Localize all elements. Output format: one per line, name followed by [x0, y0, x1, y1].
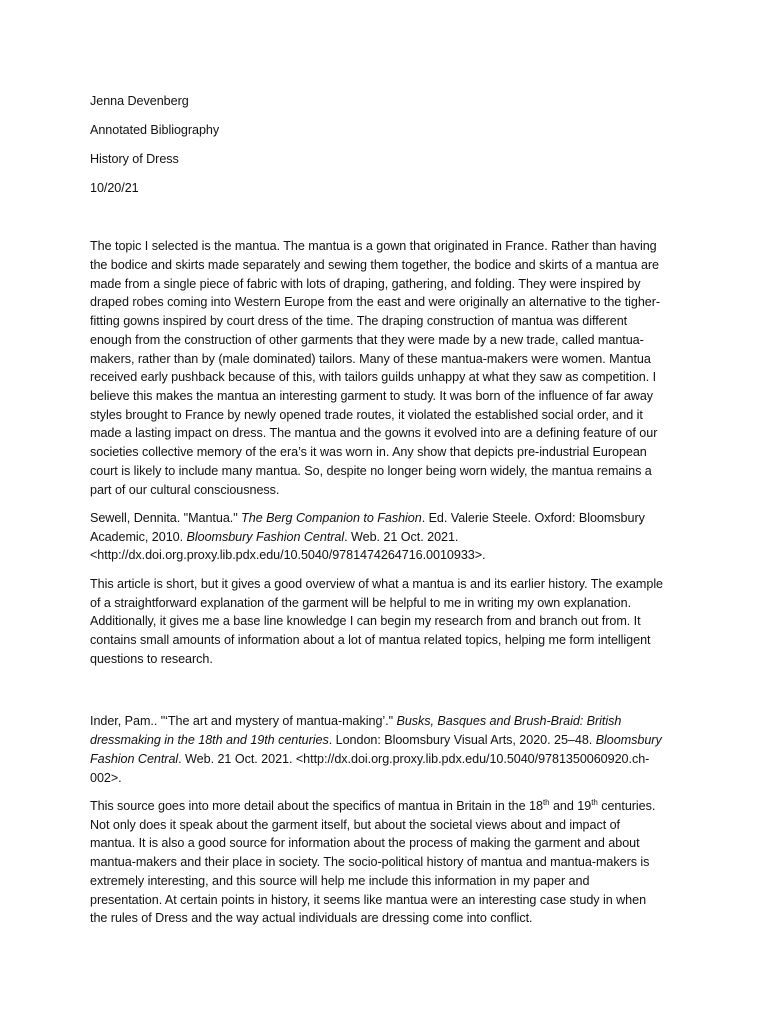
citation-line [90, 528, 682, 547]
intro-line: received early pushback because of this, with tailors guilds unhappy at what they saw as competition. I [90, 370, 657, 385]
annotation-line: presentation. At certain points in history, it seems like mantua were an interesting case study in when [90, 892, 647, 907]
citation-url: <http://dx.doi.org.proxy.lib.pdx.edu/10.5040/9781474264716.0010933>. [90, 548, 486, 563]
citation-text: Sewell, Dennita. "Mantua." [90, 511, 242, 526]
ordinal-suffix: th [591, 797, 598, 807]
citation-text: . London: Bloomsbury Visual Arts, 2020. 25–48. [328, 733, 596, 748]
citation-line [90, 750, 682, 769]
intro-line: part of our cultural consciousness. [90, 482, 280, 497]
citation-database: Fashion Central [90, 751, 179, 766]
annotation-sewell [90, 575, 682, 669]
annotation-line: of a straightforward explanation of the garment will be helpful to me in writing my own explanation. [90, 595, 632, 610]
intro-line: makers, rather than by (male dominated) tailors. Many of these mantua-makers were women. Mantua [90, 351, 651, 366]
citation-line [90, 731, 682, 750]
annotation-line: This article is short, but it gives a good overview of what a mantua is and its earlier history. The example [90, 576, 664, 591]
citation-text: . Web. 21 Oct. 2021. <http://dx.doi.org.proxy.lib.pdx.edu/10.5040/9781350060920.ch- [178, 751, 650, 766]
annotation-text: centuries. [597, 799, 656, 814]
citation-title: The Berg Companion to Fashion [241, 511, 422, 526]
citation-text: Academic, 2010. [90, 529, 187, 544]
citation-inder [90, 712, 682, 787]
intro-line: styles brought to France by newly opened trade routes, it violated the established social order, and it [90, 407, 643, 422]
author-name: Jenna Devenberg [90, 94, 189, 108]
annotation-text: and 19 [549, 799, 592, 814]
annotation-line: the rules of Dress and the way actual individuals are dressing come into conflict. [90, 911, 533, 926]
annotation-inder [90, 797, 682, 928]
intro-line: fitting gowns inspired by court dress of the time. The draping construction of mantua was different [90, 314, 628, 329]
document-date: 10/20/21 [90, 180, 139, 195]
citation-title: dressmaking in the 18th and 19th centuries [90, 733, 329, 748]
annotation-line: contains small amounts of information about a lot of mantua related topics, helping me form intelligent [90, 633, 651, 648]
citation-text: Inder, Pam.. "‘The art and mystery of mantua-making’." [90, 714, 397, 729]
course-name: History of Dress [90, 151, 179, 166]
citation-text: . Ed. Valerie Steele. Oxford: Bloomsbury [421, 511, 645, 526]
annotation-line: mantua-makers and their place in society. The socio-political history of mantua and mantua-makers is [90, 855, 650, 870]
intro-line: societies collective memory of the era’s it was worn in. Any show that depicts pre-industrial European [90, 445, 647, 460]
intro-line: believe this makes the mantua an interesting garment to study. It was born of the influence of far away [90, 389, 654, 403]
annotation-line: extremely interesting, and this source will help me include this information in my paper and [90, 873, 590, 888]
annotation-line: Not only does it speak about the garment itself, but about the societal views about and impact of [90, 817, 621, 832]
intro-line: enough from the construction of other garments that they were made by a new trade, called mantua- [90, 332, 644, 347]
citation-line [90, 712, 682, 731]
annotation-line: questions to research. [90, 651, 213, 666]
citation-line [90, 509, 682, 528]
intro-line: the bodice and skirts made separately and sewing them together, the bodice and skirts of a mantua are [90, 258, 660, 273]
document-body [90, 92, 682, 938]
annotation-line: mantua. It is also a good source for information about the process of making the garment and about [90, 836, 640, 851]
intro-line: court is likely to include many mantua. So, despite no longer being worn widely, the mantua remains a [90, 463, 652, 478]
citation-title: Busks, Basques and Brush-Braid: British [396, 714, 622, 729]
intro-paragraph [90, 237, 682, 499]
annotation-line [90, 797, 682, 816]
ordinal-suffix: th [542, 797, 550, 807]
citation-url: 002>. [90, 770, 122, 785]
annotation-line: Additionally, it gives me a base line knowledge I can begin my research from and branch out from. It [90, 614, 641, 629]
intro-line: made from a single piece of fabric with lots of draping, gathering, and folding. They were inspired by [90, 276, 641, 291]
citation-database: Bloomsbury Fashion Central [186, 529, 345, 544]
intro-line: The topic I selected is the mantua. The mantua is a gown that originated in France. Rather than having [90, 239, 657, 254]
annotation-text: This source goes into more detail about the specifics of mantua in Britain in the 18 [90, 799, 543, 814]
citation-sewell [90, 509, 682, 565]
assignment-title: Annotated Bibliography [90, 122, 220, 137]
citation-database: Bloomsbury [595, 733, 662, 748]
citation-text: . Web. 21 Oct. 2021. [344, 529, 459, 544]
intro-line: made a lasting impact on dress. The mantua and the gowns it evolved into are a defining feature of our [90, 426, 658, 441]
intro-line: draped robes coming into Western Europe from the east and were originally an alternative to the tigher- [90, 295, 661, 310]
